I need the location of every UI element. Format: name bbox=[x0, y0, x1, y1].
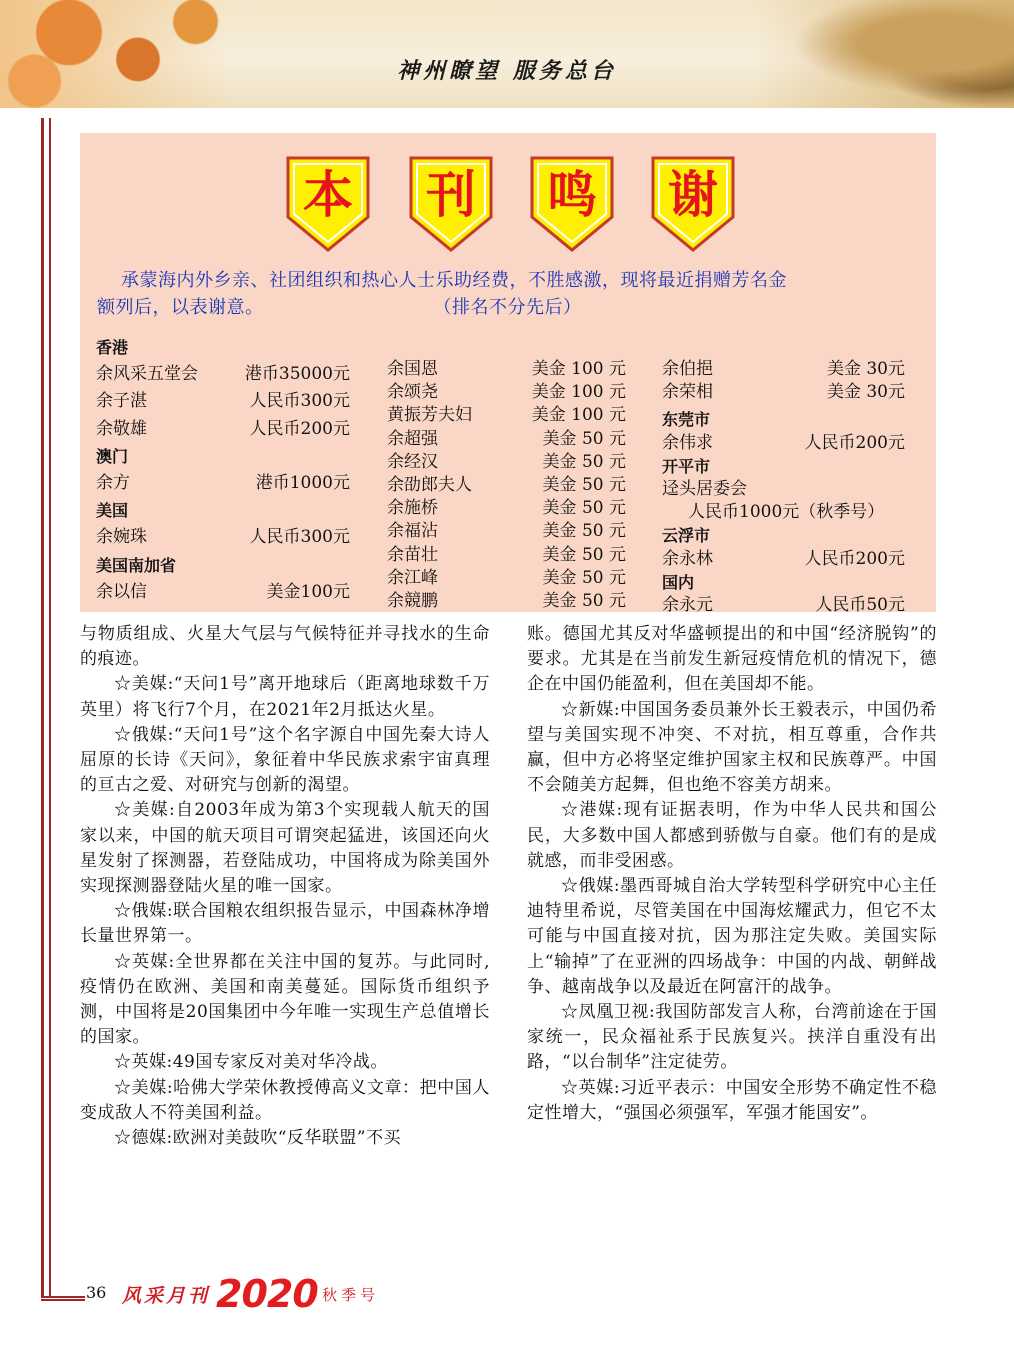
paragraph: ☆英媒:49国专家反对美对华冷战。 bbox=[114, 1052, 388, 1073]
donor-name: 余伯挹 bbox=[662, 359, 713, 379]
intro-line-1: 承蒙海内外乡亲、社团组织和热心人士乐助经费，不胜感激，现将最近捐赠芳名金 bbox=[121, 270, 787, 291]
donor-name: 余子湛 bbox=[96, 391, 147, 412]
issue-year: 2020 bbox=[216, 1272, 318, 1316]
title-badge-2 bbox=[408, 155, 494, 253]
title-char: 本 bbox=[303, 166, 353, 224]
journal-name: 风采月刊 bbox=[122, 1285, 211, 1307]
acknowledgement-panel bbox=[80, 133, 936, 615]
donor-name: 余施桥 bbox=[387, 498, 438, 519]
donor-amount: 美金 100 元 bbox=[531, 382, 626, 403]
donor-amount: 美金 30元 bbox=[826, 382, 905, 403]
donor-column-1 bbox=[96, 336, 350, 604]
region-label: 美国 bbox=[96, 501, 129, 521]
paragraph: ☆凤凰卫视:我国防部发言人称，台湾前途在于国家统一，民众福祉系于民族复兴。挟洋自重没有出路，“以台制华”注定徒劳。 bbox=[527, 1002, 937, 1073]
bottom-rule bbox=[41, 1296, 85, 1301]
title-char: 刊 bbox=[426, 166, 476, 224]
donor-name: 余永元 bbox=[662, 594, 713, 615]
title-char: 谢 bbox=[668, 166, 718, 224]
donor-name: 余超强 bbox=[387, 428, 438, 449]
donor-amount: 美金 100 元 bbox=[531, 359, 626, 379]
paragraph: ☆俄媒:墨西哥城自治大学转型科学研究中心主任迪特里希说，尽管美国在中国海炫耀武力，但它不太可能与中国直接对抗，因为那注定失败。美国实际上“输掉”了在亚洲的四场战争：中国的内战、朝鲜战争、越南战争以及最近在阿富汗的战争。 bbox=[527, 876, 937, 997]
donor-name: 余颂尧 bbox=[387, 382, 438, 403]
donor-row bbox=[96, 581, 350, 604]
title-badge-3 bbox=[529, 155, 615, 253]
region-label: 东莞市 bbox=[662, 410, 711, 430]
donor-column-2 bbox=[387, 358, 626, 613]
donor-name: 余荣相 bbox=[662, 382, 713, 403]
donor-amount: 港币35000元 bbox=[244, 364, 350, 385]
donor-amount: 美金 100 元 bbox=[531, 405, 626, 426]
donor-amount: 美金 50 元 bbox=[542, 544, 626, 565]
donor-name: 余以信 bbox=[96, 581, 147, 602]
donor-row bbox=[96, 390, 350, 413]
donor-amount: 美金 50 元 bbox=[542, 451, 626, 472]
donor-row bbox=[387, 474, 626, 497]
donor-name: 余江峰 bbox=[387, 567, 438, 588]
donor-amount: 美金 50 元 bbox=[542, 521, 626, 542]
donor-name: 余方 bbox=[96, 472, 130, 493]
donor-row bbox=[387, 520, 626, 543]
donor-row bbox=[96, 363, 350, 386]
title-badge-1 bbox=[285, 155, 371, 253]
donor-name: 余苗壮 bbox=[387, 544, 438, 565]
side-rule bbox=[41, 118, 51, 1298]
donor-row bbox=[662, 432, 905, 455]
donor-name: 黄振芳夫妇 bbox=[387, 405, 472, 426]
donor-name: 余永林 bbox=[662, 548, 713, 569]
intro-line-2: 额列后，以表谢意。 bbox=[97, 297, 264, 318]
page-number: 36 bbox=[86, 1283, 107, 1302]
donor-amount: 美金 50 元 bbox=[542, 428, 626, 449]
paragraph: ☆港媒:现有证据表明，作为中华人民共和国公民，大多数中国人都感到骄傲与自豪。他们有的是成就感，而非受困惑。 bbox=[527, 800, 937, 871]
donor-row bbox=[387, 358, 626, 381]
donor-name: 余敬雄 bbox=[96, 418, 147, 439]
title-char: 鸣 bbox=[547, 166, 597, 224]
header-banner bbox=[0, 0, 1014, 108]
region-label: 国内 bbox=[662, 572, 695, 592]
issue-season: 秋季号 bbox=[322, 1286, 380, 1304]
donor-row bbox=[387, 497, 626, 520]
donor-row bbox=[387, 451, 626, 474]
donor-row bbox=[662, 548, 905, 571]
donor-row bbox=[662, 594, 905, 617]
donor-amount: 美金100元 bbox=[266, 581, 350, 602]
donor-column-3 bbox=[662, 358, 905, 617]
region-label: 美国南加省 bbox=[96, 555, 177, 575]
donor-row bbox=[387, 567, 626, 590]
donor-name: 余伟求 bbox=[662, 432, 713, 453]
donor-row bbox=[387, 381, 626, 404]
donor-amount: 美金 50 元 bbox=[542, 567, 626, 588]
donor-row bbox=[662, 478, 905, 501]
region-label: 澳门 bbox=[96, 446, 129, 466]
donor-amount: 港币1000元 bbox=[255, 472, 350, 493]
article-right-column bbox=[527, 622, 937, 1126]
paragraph: ☆英媒:全世界都在关注中国的复苏。与此同时,疫情仍在欧洲、美国和南美蔓延。国际货币组织予测，中国将是20国集团中今年唯一实现生产总值增长的国家。 bbox=[80, 951, 490, 1048]
donor-amount: 人民币200元 bbox=[804, 548, 905, 569]
donor-name: 余婉珠 bbox=[96, 527, 147, 548]
paragraph: 账。德国尤其反对华盛顿提出的和中国“经济脱钩”的要求。尤其是在当前发生新冠疫情危机的情况下，德企在中国仍能盈利，但在美国却不能。 bbox=[527, 624, 937, 695]
donor-row bbox=[96, 472, 350, 495]
donor-amount: 人民币200元 bbox=[249, 418, 350, 439]
paragraph: 与物质组成、火星大气层与气候特征并寻找水的生命的痕迹。 bbox=[80, 624, 490, 670]
paragraph: ☆美媒:哈佛大学荣休教授傅高义文章：把中国人变成敌人不符美国利益。 bbox=[80, 1077, 490, 1123]
donor-amount: 人民币1000元（秋季号） bbox=[688, 502, 885, 523]
paragraph: ☆英媒:习近平表示：中国安全形势不确定性不稳定性增大，“强国必须强军，军强才能国安”。 bbox=[527, 1077, 937, 1123]
paragraph: ☆德媒:欧洲对美鼓吹“反华联盟”不买 bbox=[114, 1128, 402, 1149]
title-badge-4 bbox=[650, 155, 736, 253]
donor-name: 余劭郎夫人 bbox=[387, 474, 472, 495]
donor-row bbox=[662, 381, 905, 404]
donor-amount: 人民币50元 bbox=[815, 594, 905, 615]
paragraph: ☆美媒:自2003年成为第3个实现载人航天的国家以来，中国的航天项目可谓突起猛进，该国还向火星发射了探测器，若登陆成功，中国将成为除美国外实现探测器登陆火星的唯一国家。 bbox=[80, 800, 490, 897]
donor-name: 余競鹏 bbox=[387, 590, 438, 611]
donor-row bbox=[387, 404, 626, 427]
intro-note: （排名不分先后） bbox=[433, 297, 582, 318]
region-label: 开平市 bbox=[662, 456, 711, 476]
donor-name: 余风采五堂会 bbox=[96, 364, 198, 385]
donor-name: 迳头居委会 bbox=[662, 478, 747, 499]
region-label: 云浮市 bbox=[662, 526, 711, 546]
paragraph: ☆俄媒:“天问1号”这个名字源自中国先秦大诗人屈原的长诗《天问》，象征着中华民族求索宇宙真理的亘古之爱、对研究与创新的渴望。 bbox=[80, 724, 490, 796]
paragraph: ☆新媒:中国国务委员兼外长王毅表示，中国仍希望与美国实现不冲突、不对抗，相互尊重，合作共赢，但中方必将坚定维护国家主权和民族尊严。中国不会随美方起舞，但也绝不容美方胡来。 bbox=[527, 699, 937, 796]
article-left-column bbox=[80, 622, 490, 1151]
paragraph: ☆美媒:“天问1号”离开地球后（距离地球数千万英里）将飞行7个月，在2021年2月抵达火星。 bbox=[80, 674, 490, 720]
intro-text bbox=[97, 267, 937, 321]
donor-amount: 美金 50 元 bbox=[542, 590, 626, 611]
region-label: 香港 bbox=[96, 338, 129, 357]
donor-name: 余福沾 bbox=[387, 521, 438, 542]
donor-amount: 人民币200元 bbox=[804, 432, 905, 453]
donor-row bbox=[387, 590, 626, 613]
donor-row bbox=[387, 544, 626, 567]
donor-amount: 人民币300元 bbox=[249, 527, 350, 548]
donor-amount: 美金 30元 bbox=[826, 359, 905, 379]
donor-amount: 人民币300元 bbox=[249, 391, 350, 412]
donor-row bbox=[96, 418, 350, 441]
donor-name: 余经汉 bbox=[387, 451, 438, 472]
paragraph: ☆俄媒:联合国粮农组织报告显示，中国森林净增长量世界第一。 bbox=[80, 901, 490, 947]
section-title: 神州瞭望 服务总台 bbox=[397, 59, 617, 84]
donor-row bbox=[662, 358, 905, 381]
donor-row bbox=[387, 428, 626, 451]
donor-row bbox=[662, 501, 905, 524]
donor-amount: 美金 50 元 bbox=[542, 498, 626, 519]
donor-name: 余国恩 bbox=[387, 359, 438, 379]
donor-row bbox=[96, 526, 350, 549]
donor-amount: 美金 50 元 bbox=[542, 474, 626, 495]
